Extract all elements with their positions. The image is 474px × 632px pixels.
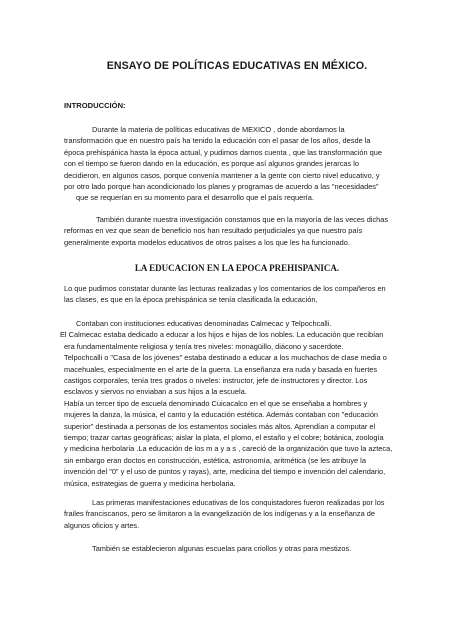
paragraph-classification [64,283,386,306]
paragraph-investigation [64,214,388,248]
paragraph-line: Durante la materia de políticas educativas de MEXICO , donde abordamos la [92,125,345,134]
paragraph-line: generalmente exporta modelos educativos de otros países a los que les ha funcionado. [64,237,350,247]
paragraph-line: reformas en vez que sean de beneficio nos han resultado perjudiciales ya que nuestro país [64,226,363,236]
paragraph-conquest [64,497,385,531]
paragraph-line: mujeres la danza, la música, el canto y la educación estética. Además contaban con "educación [64,410,379,420]
paragraph-line: frailes franciscanos, pero se limitaron a la evangelización de los indígenas y a la enseñanza de [64,509,376,519]
paragraph-line: Había un tercer tipo de escuela denominado Cuicacalco en el que se enseñaba a hombres y [64,398,368,408]
paragraph-line: Las primeras manifestaciones educativas de los conquistadores fueron realizadas por los [92,498,385,507]
paragraph-line: y medicina herbolaria .La educación de los m a y a s , careció de la organización que tuvo la azteca, [64,444,393,454]
introduction-heading: INTRODUCCIÓN: [64,101,126,110]
paragraph-line: época prehispánica hasta la época actual, y pudimos darnos cuenta , que las transformación que [64,147,382,157]
paragraph-line: decidieron, en algunos casos, porque convenía mantener a la gente con cierto nivel educativo, y [64,170,380,180]
paragraph-line: que se requerían en su momento para el desarrollo que el país requería. [76,193,314,203]
paragraph-line: Telpochcalli o "Casa de los jóvenes" estaba destinado a educar a los muchachos de clase media o [64,353,387,363]
paragraph-line: castigos corporales, tenía tres grados o niveles: instructor, jefe de instructores y director. Los [64,376,368,386]
section-heading: LA EDUCACION EN LA EPOCA PREHISPANICA. [134,263,340,273]
paragraph-schools [64,543,351,554]
paragraph-line: macehuales, especialmente en el arte de la guerra. La enseñanza era ruda y basada en fuertes [64,364,378,374]
paragraph-institutions [60,318,393,489]
paragraph-line: Lo que pudimos constatar durante las lecturas realizadas y los comentarios de los compañeros en [64,284,386,293]
paragraph-line: tiempo; trazar cartas geográficas; aislar la plata, el plomo, el estaño y el cobre; botánica, zoología [64,433,384,443]
paragraph-line: era fundamentalmente religiosa y tenía tres niveles: monagüillo, diácono y sacerdote. [64,341,344,351]
paragraph-line: transformación que en nuestro país ha tenido la educación con el pasar de los años, desde la [64,136,371,146]
paragraph-line: También se establecieron algunas escuelas para criollos y otras para mestizos. [92,544,352,553]
paragraph-line: superior" destinada a personas de los estamentos sociales más altos. Aprendían a computar el [64,421,376,431]
paragraph-introduction [64,124,382,204]
paragraph-line: con el tiempo se fueron dando en la educación, es porque así algunos grandes jerarcas lo [64,159,359,169]
paragraph-line: algunos oficios y artes. [64,520,140,530]
paragraph-line: sin embargo eran doctos en construcción, estética, astronomía, aritmética (se les atribuye la [64,455,366,465]
paragraph-line: esclavos y siervos no enviaban a sus hijos a la escuela. [64,387,247,397]
paragraph-line: música, estrategias de guerra y medicina herbolaria. [64,478,236,488]
document-title: ENSAYO DE POLÍTICAS EDUCATIVAS EN MÉXICO. [106,60,368,72]
paragraph-line: las clases, es que en la época prehispánica se tenía clasificada la educación, [64,295,318,305]
paragraph-line: Contaban con instituciones educativas denominadas Calmecac y Telpochcalli. [76,319,332,328]
paragraph-line: invención del "0" y el uso de puntos y rayas), arte, medicina del tiempo e invención del calendario, [64,467,386,477]
paragraph-line: También durante nuestra investigación constamos que en la mayoría de las veces dichas [96,215,389,224]
paragraph-line: El Calmecac estaba dedicado a educar a los hijos e hijas de los nobles. La educación que recibían [60,330,384,340]
paragraph-line: por otro lado porque han acondicionado los planes y programas de acuerdo a las "necesidades" [64,182,379,192]
